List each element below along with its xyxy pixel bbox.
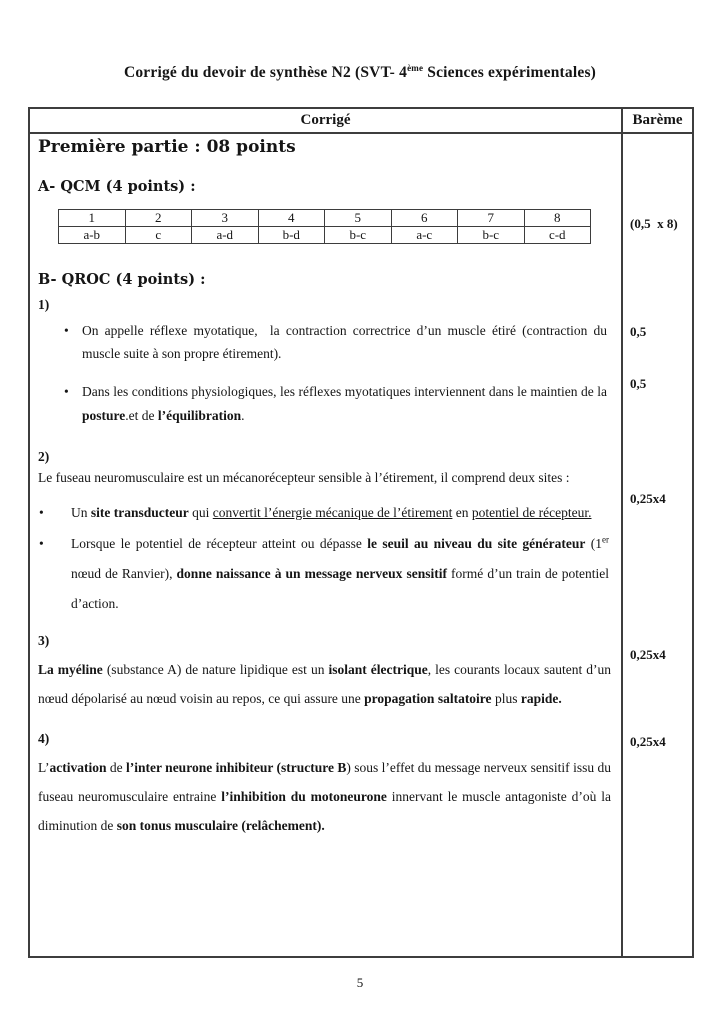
question1-label: 1) [38, 297, 50, 312]
bullet-icon: • [64, 323, 69, 338]
qcm-cell: a-b [59, 227, 126, 244]
bullet-icon: • [39, 536, 44, 551]
qcm-cell: b-d [258, 227, 325, 244]
qcm-cell: a-d [192, 227, 259, 244]
question2-bullet1-text: Un site transducteur qui convertit l’énergie mécanique de l’étirement en potentiel de récepteur. [71, 505, 592, 520]
correction-table [28, 107, 694, 958]
qcm-answer-row [59, 227, 591, 244]
qcm-answer-table [58, 209, 591, 244]
page-number: 5 [356, 975, 364, 990]
question3-answer: La myéline (substance A) de nature lipidique est un isolant électrique, les courants locaux sautent d’un nœud dépolarisé au nœud voisin au repos, ce qui assure une propagation saltatoire plus rapide. [38, 662, 611, 706]
qcm-cell: 7 [458, 210, 525, 227]
correction-table-header [30, 109, 692, 134]
bareme-column [623, 134, 692, 958]
question4-answer: L’activation de l’inter neurone inhibiteur (structure B) sous l’effet du message nerveux sensitif issu du fuseau neuromusculaire entraine l’inhibition du motoneurone innervant le muscle antagoniste d’où la diminution de son tonus musculaire (relâchement). [38, 760, 612, 833]
qcm-cell: 5 [325, 210, 392, 227]
question2-bullet1 [38, 497, 611, 529]
qcm-cell: b-c [458, 227, 525, 244]
question2-label: 2) [38, 449, 50, 464]
qcm-cell: 1 [59, 210, 126, 227]
question2-bullet2-text: Lorsque le potentiel de récepteur atteint ou dépasse le seuil au niveau du site générateur (1er nœud de Ranvier), donne naissance à un message nerveux sensitif formé d’un train de potentiel d’action. [71, 534, 609, 611]
qroc-heading: B- QROC (4 points) : [38, 271, 206, 288]
question1-bullet2-text: Dans les conditions physiologiques, les réflexes myotatiques interviennent dans le maintien de la posture.et de l’équilibration. [82, 384, 607, 423]
mark-qcm: (0,5 x 8) [630, 216, 678, 231]
bullet-icon: • [39, 505, 44, 520]
document-title: Corrigé du devoir de synthèse N2 (SVT- 4ème Sciences expérimentales) [123, 62, 597, 81]
question1-bullet1 [38, 319, 611, 365]
qcm-cell: 8 [524, 210, 591, 227]
qcm-cell: b-c [325, 227, 392, 244]
qcm-cell: 3 [192, 210, 259, 227]
mark-q1-bullet1: 0,5 [630, 324, 647, 339]
question4-label: 4) [38, 731, 50, 746]
mark-q4: 0,25x4 [630, 734, 666, 749]
mark-q2: 0,25x4 [630, 491, 666, 506]
qcm-number-row [59, 210, 591, 227]
column-header-corrige: Corrigé [30, 109, 623, 132]
question1-bullet2 [38, 380, 611, 428]
qcm-cell: 4 [258, 210, 325, 227]
part1-heading: Première partie : 08 points [38, 137, 296, 157]
qcm-cell: a-c [391, 227, 458, 244]
column-header-bareme: Barème [632, 112, 683, 128]
qcm-heading: A- QCM (4 points) : [38, 178, 196, 195]
correction-table-body [30, 134, 692, 958]
corrige-column [30, 134, 623, 958]
qcm-cell: c [125, 227, 192, 244]
question1-bullet1-text: On appelle réflexe myotatique, la contraction correctrice d’un muscle étiré (contraction du muscle suite à son propre étirement). [82, 323, 607, 361]
mark-q3: 0,25x4 [630, 647, 666, 662]
qcm-cell: c-d [524, 227, 591, 244]
mark-q1-bullet2: 0,5 [630, 376, 647, 391]
question2-bullet2 [38, 529, 611, 619]
qcm-cell: 6 [391, 210, 458, 227]
bullet-icon: • [64, 384, 69, 399]
question3-label: 3) [38, 633, 50, 648]
question2-intro: Le fuseau neuromusculaire est un mécanorécepteur sensible à l’étirement, il comprend deux sites : [38, 470, 570, 485]
qcm-cell: 2 [125, 210, 192, 227]
